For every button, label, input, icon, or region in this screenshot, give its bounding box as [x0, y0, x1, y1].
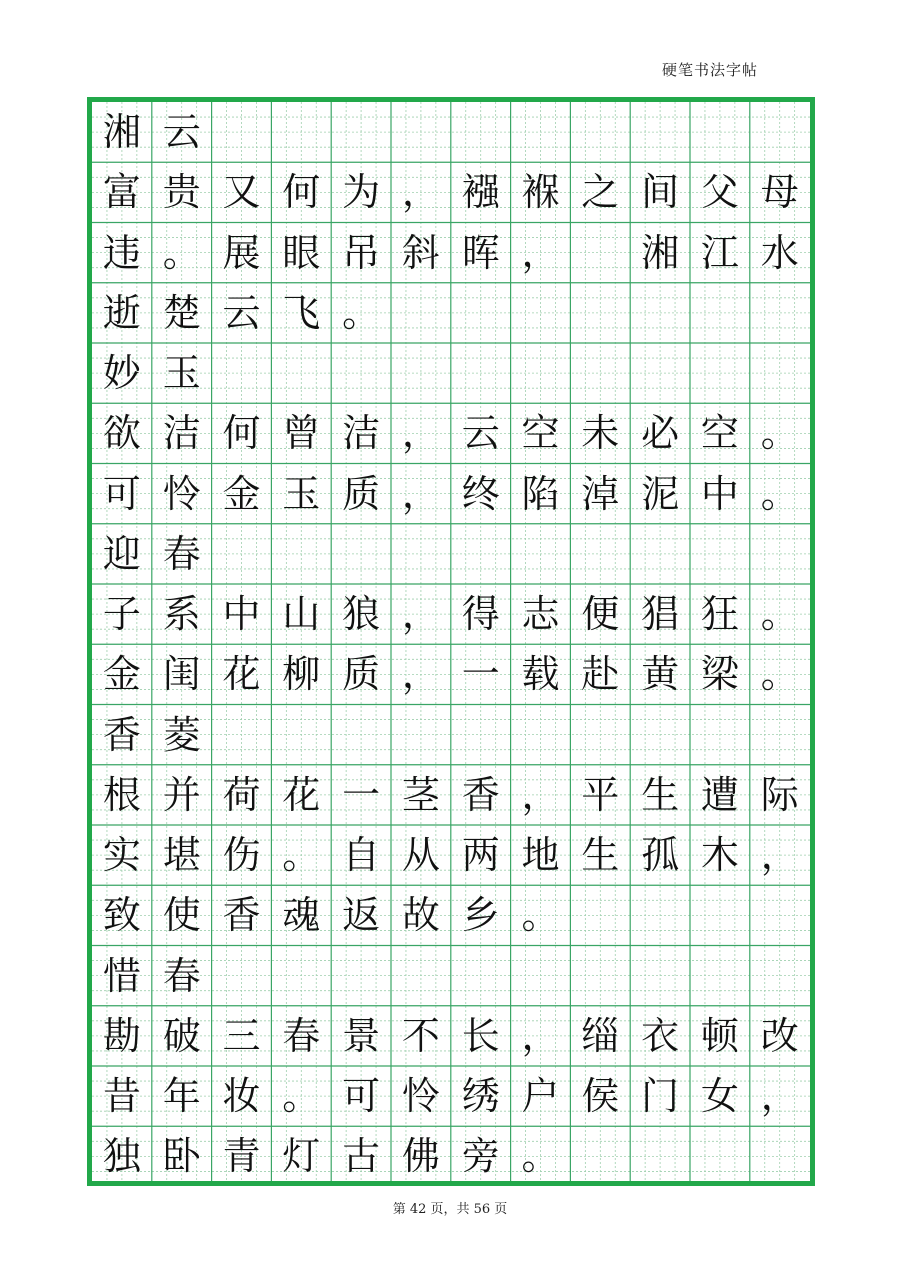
char-cell: 柳 [282, 652, 321, 697]
char-cell [212, 343, 272, 403]
char-cell: 。 [760, 592, 799, 637]
char-cell: 妙 [102, 351, 141, 396]
char-cell: 黄 [641, 652, 680, 697]
char-cell: 可 [102, 471, 141, 516]
char-cell: 衣 [641, 1013, 680, 1058]
char-cell [391, 283, 451, 343]
char-cell [331, 705, 391, 765]
char-cell: 陷 [521, 471, 560, 516]
char-cell: 顿 [700, 1013, 739, 1058]
char-cell: 一 [342, 772, 381, 817]
char-cell [630, 524, 690, 584]
char-cell [690, 343, 750, 403]
char-cell [690, 283, 750, 343]
char-cell [630, 1126, 690, 1186]
text-row [92, 584, 810, 644]
char-cell: 欲 [102, 411, 141, 456]
char-cell [750, 102, 810, 162]
char-cell [630, 343, 690, 403]
char-cell: 香 [102, 712, 141, 757]
char-cell: 飞 [282, 290, 321, 335]
char-cell: 卧 [162, 1134, 201, 1179]
char-cell: 父 [700, 170, 739, 215]
char-cell [630, 102, 690, 162]
char-cell [331, 946, 391, 1006]
char-cell: 乡 [461, 893, 500, 938]
char-cell: 淖 [581, 471, 620, 516]
char-cell: 地 [521, 833, 560, 878]
text-row [92, 283, 810, 343]
char-cell [570, 223, 630, 283]
char-cell: 为 [342, 170, 381, 215]
char-cell [451, 705, 511, 765]
char-cell [391, 705, 451, 765]
char-cell [212, 524, 272, 584]
char-cell [451, 102, 511, 162]
char-cell: 玉 [162, 351, 201, 396]
char-cell [212, 946, 272, 1006]
char-cell: 何 [282, 170, 321, 215]
char-cell: 曾 [282, 411, 321, 456]
char-cell: 猖 [641, 592, 680, 637]
char-cell: 何 [222, 411, 261, 456]
char-cell: 水 [760, 230, 799, 275]
char-cell: 。 [521, 893, 560, 938]
char-cell: 吊 [342, 230, 381, 275]
char-cell [690, 705, 750, 765]
char-cell: 云 [222, 290, 261, 335]
char-cell: 得 [461, 592, 500, 637]
char-cell [630, 705, 690, 765]
char-cell: 木 [700, 833, 739, 878]
text-row [92, 524, 810, 584]
char-cell: 质 [342, 652, 381, 697]
char-cell [630, 283, 690, 343]
char-cell: 空 [521, 411, 560, 456]
char-cell [511, 283, 571, 343]
char-cell: 晖 [461, 230, 500, 275]
char-cell [690, 885, 750, 945]
char-cell: 云 [162, 110, 201, 155]
char-cell: 怜 [162, 471, 201, 516]
char-cell: 花 [282, 772, 321, 817]
char-cell [511, 524, 571, 584]
char-cell: 春 [282, 1013, 321, 1058]
char-cell [271, 524, 331, 584]
char-cell [511, 946, 571, 1006]
char-cell: 灯 [282, 1134, 321, 1179]
char-cell: 终 [461, 471, 500, 516]
char-cell [271, 705, 331, 765]
char-cell [570, 102, 630, 162]
char-cell: 户 [521, 1074, 560, 1119]
char-cell: 。 [760, 652, 799, 697]
char-cell [570, 946, 630, 1006]
char-cell: 堪 [162, 833, 201, 878]
char-cell: 。 [162, 230, 201, 275]
calligraphy-grid-sheet [87, 97, 815, 1186]
char-cell: 破 [162, 1013, 201, 1058]
char-cell: 楚 [162, 290, 201, 335]
char-cell: 景 [342, 1013, 381, 1058]
char-cell [391, 946, 451, 1006]
char-cell: 贵 [162, 170, 201, 215]
char-cell: 山 [282, 592, 321, 637]
text-row [92, 1066, 810, 1126]
char-cell: 香 [222, 893, 261, 938]
char-cell: ， [760, 1074, 799, 1119]
text-row [92, 644, 810, 704]
char-cell: 中 [222, 592, 261, 637]
char-cell [451, 343, 511, 403]
char-cell: 际 [760, 772, 799, 817]
char-cell: 湘 [641, 230, 680, 275]
text-row [92, 102, 810, 162]
char-cell: 不 [401, 1013, 440, 1058]
text-row [92, 885, 810, 945]
char-cell: 妆 [222, 1074, 261, 1119]
char-cell: 。 [342, 290, 381, 335]
text-row [92, 162, 810, 222]
char-cell: 花 [222, 652, 261, 697]
char-cell [750, 885, 810, 945]
char-cell [570, 885, 630, 945]
char-cell [570, 705, 630, 765]
text-row [92, 1126, 810, 1186]
char-cell: 侯 [581, 1074, 620, 1119]
char-cell: 洁 [342, 411, 381, 456]
char-cell [690, 524, 750, 584]
char-cell: 金 [102, 652, 141, 697]
char-cell: 眼 [282, 230, 321, 275]
char-cell: 斜 [401, 230, 440, 275]
char-cell [750, 283, 810, 343]
char-cell: 三 [222, 1013, 261, 1058]
char-cell: 逝 [102, 290, 141, 335]
char-cell: 香 [461, 772, 500, 817]
char-cell: 缁 [581, 1013, 620, 1058]
char-cell: 使 [162, 893, 201, 938]
char-cell: 女 [700, 1074, 739, 1119]
text-row [92, 464, 810, 524]
char-cell [451, 283, 511, 343]
char-cell: 致 [102, 893, 141, 938]
char-cell [750, 705, 810, 765]
char-cell [511, 102, 571, 162]
char-cell: 茎 [401, 772, 440, 817]
char-cell [750, 1126, 810, 1186]
char-cell: 梁 [700, 652, 739, 697]
char-cell: 金 [222, 471, 261, 516]
char-cell: 。 [760, 411, 799, 456]
char-cell: 改 [760, 1013, 799, 1058]
page-header: 硬笔书法字帖 [661, 61, 758, 79]
char-cell [750, 343, 810, 403]
char-cell: 。 [282, 833, 321, 878]
char-cell [331, 343, 391, 403]
char-cell: 生 [581, 833, 620, 878]
char-cell [630, 946, 690, 1006]
char-cell: 春 [162, 531, 201, 576]
text-row [92, 705, 810, 765]
char-cell: 自 [342, 833, 381, 878]
char-cell: 。 [521, 1134, 560, 1179]
char-cell: 从 [401, 833, 440, 878]
char-cell [511, 343, 571, 403]
char-cell: 佛 [401, 1134, 440, 1179]
char-cell: 独 [102, 1134, 141, 1179]
char-cell: 故 [401, 893, 440, 938]
char-cell: 子 [102, 592, 141, 637]
char-cell: 违 [102, 230, 141, 275]
text-row [92, 223, 810, 283]
char-cell [391, 102, 451, 162]
char-cell [271, 343, 331, 403]
char-cell: 勘 [102, 1013, 141, 1058]
char-cell: 青 [222, 1134, 261, 1179]
char-cell [690, 102, 750, 162]
char-cell: 菱 [162, 712, 201, 757]
char-cell: 必 [641, 411, 680, 456]
char-cell: 迎 [102, 531, 141, 576]
char-cell: ， [521, 772, 560, 817]
char-cell: 间 [641, 170, 680, 215]
text-row [92, 946, 810, 1006]
char-cell [391, 343, 451, 403]
char-cell: 一 [461, 652, 500, 697]
char-cell: 。 [282, 1074, 321, 1119]
char-cell: 可 [342, 1074, 381, 1119]
char-cell [331, 102, 391, 162]
char-cell: 两 [461, 833, 500, 878]
char-cell [690, 1126, 750, 1186]
char-cell: 之 [581, 170, 620, 215]
text-row [92, 1006, 810, 1066]
char-cell: 褓 [521, 170, 560, 215]
char-cell: 狂 [700, 592, 739, 637]
char-cell: 怜 [401, 1074, 440, 1119]
char-cell: 展 [222, 230, 261, 275]
char-cell: 江 [700, 230, 739, 275]
char-cell [570, 283, 630, 343]
char-cell: 年 [162, 1074, 201, 1119]
char-cell [212, 102, 272, 162]
text-row [92, 343, 810, 403]
char-cell: 赴 [581, 652, 620, 697]
char-cell: 魂 [282, 893, 321, 938]
char-cell: 又 [222, 170, 261, 215]
char-cell [271, 102, 331, 162]
char-cell [331, 524, 391, 584]
char-cell: 春 [162, 953, 201, 998]
char-cell [271, 946, 331, 1006]
char-cell: 未 [581, 411, 620, 456]
char-cell: 旁 [461, 1134, 500, 1179]
char-cell [570, 524, 630, 584]
char-cell: 襁 [461, 170, 500, 215]
char-cell: 中 [700, 471, 739, 516]
char-cell: 湘 [102, 110, 141, 155]
char-cell: 伤 [222, 833, 261, 878]
char-cell: ， [401, 170, 440, 215]
text-row [92, 765, 810, 825]
char-cell: 云 [461, 411, 500, 456]
char-cell: ， [401, 411, 440, 456]
char-cell [391, 524, 451, 584]
char-cell: 洁 [162, 411, 201, 456]
char-cell: ， [760, 833, 799, 878]
text-row [92, 825, 810, 885]
char-cell: 平 [581, 772, 620, 817]
char-cell: ， [401, 652, 440, 697]
char-cell: 长 [461, 1013, 500, 1058]
char-cell [212, 705, 272, 765]
char-cell: 志 [521, 592, 560, 637]
char-cell: 并 [162, 772, 201, 817]
char-cell [451, 946, 511, 1006]
char-cell: 狼 [342, 592, 381, 637]
char-cell: 绣 [461, 1074, 500, 1119]
char-cell: 古 [342, 1134, 381, 1179]
char-cell [451, 524, 511, 584]
char-cell [750, 524, 810, 584]
char-cell: ， [521, 230, 560, 275]
char-cell: ， [401, 592, 440, 637]
char-cell: 闺 [162, 652, 201, 697]
char-cell [750, 946, 810, 1006]
char-cell [511, 705, 571, 765]
char-cell: 孤 [641, 833, 680, 878]
char-cell: 母 [760, 170, 799, 215]
char-cell: ， [401, 471, 440, 516]
char-cell: ， [521, 1013, 560, 1058]
char-cell: 富 [102, 170, 141, 215]
char-cell [690, 946, 750, 1006]
text-row [92, 403, 810, 463]
char-cell: 返 [342, 893, 381, 938]
char-cell: 空 [700, 411, 739, 456]
char-cell: 荷 [222, 772, 261, 817]
char-cell: 昔 [102, 1074, 141, 1119]
char-cell: 实 [102, 833, 141, 878]
char-cell: 门 [641, 1074, 680, 1119]
char-cell: 遭 [700, 772, 739, 817]
char-cell [570, 343, 630, 403]
char-cell: 根 [102, 772, 141, 817]
char-cell: 系 [162, 592, 201, 637]
char-cell [630, 885, 690, 945]
char-cell [570, 1126, 630, 1186]
char-cell: 。 [760, 471, 799, 516]
char-cell: 泥 [641, 471, 680, 516]
char-cell: 便 [581, 592, 620, 637]
char-cell: 载 [521, 652, 560, 697]
page-footer: 第 42 页，共 56 页 [392, 1202, 508, 1217]
char-cell: 玉 [282, 471, 321, 516]
char-cell: 惜 [102, 953, 141, 998]
char-cell: 生 [641, 772, 680, 817]
char-cell: 质 [342, 471, 381, 516]
